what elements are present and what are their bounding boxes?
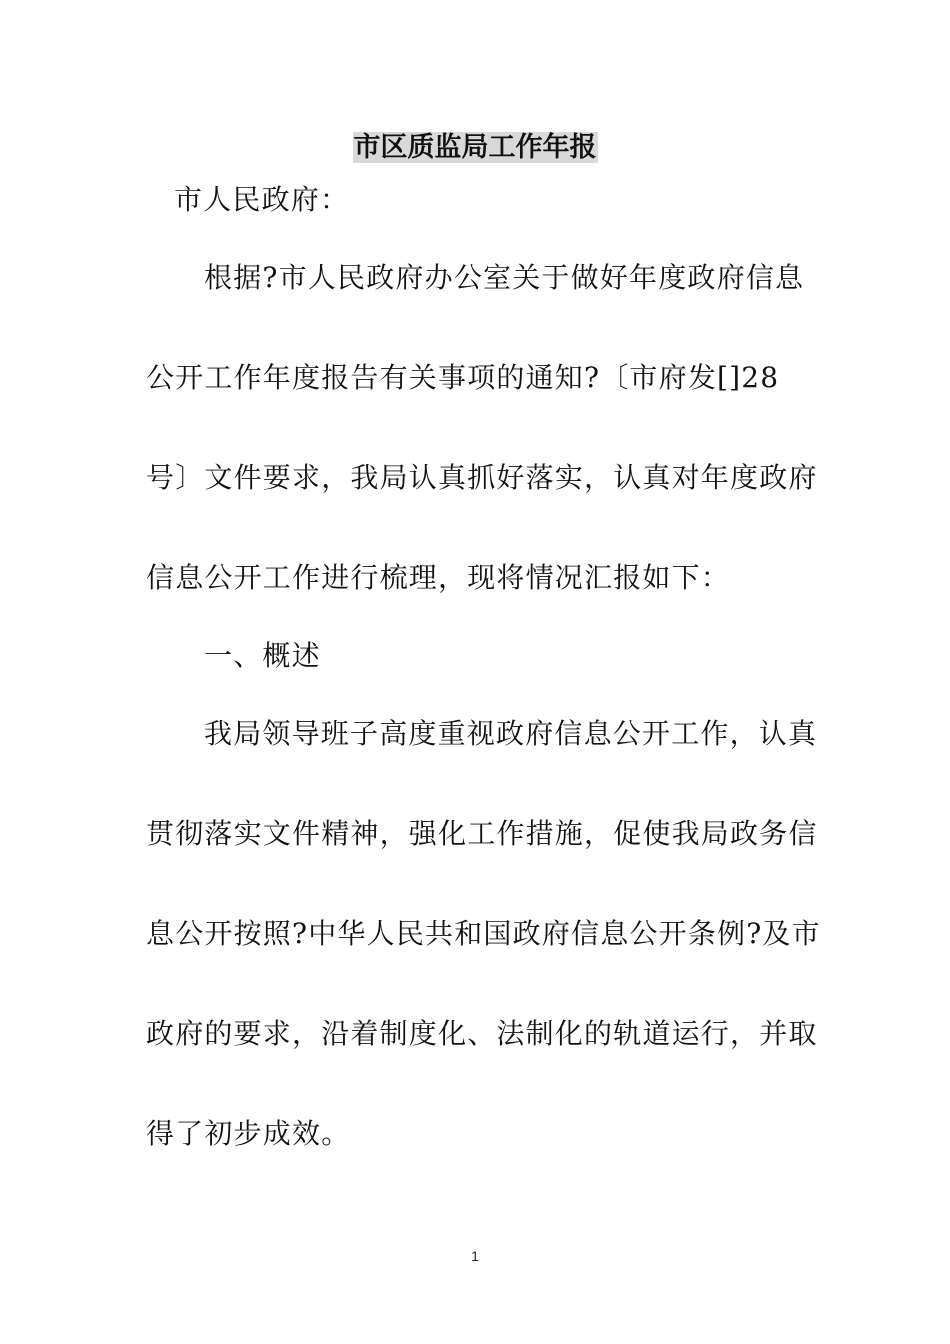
paragraph-line: 政府的要求，沿着制度化、法制化的轨道运行，并取 [146,1017,818,1050]
page-number: 1 [471,1248,479,1264]
paragraph-line: 息公开按照?中华人民共和国政府信息公开条例?及市 [146,917,821,950]
paragraph-line: 根据?市人民政府办公室关于做好年度政府信息 [204,261,805,294]
paragraph-line: 我局领导班子高度重视政府信息公开工作，认真 [204,717,818,750]
paragraph-line: 号〕文件要求，我局认真抓好落实，认真对年度政府 [146,461,818,494]
document-title-text: 市区质监局工作年报 [353,132,597,163]
paragraph-line: 信息公开工作进行梳理，现将情况汇报如下： [146,561,731,594]
document-title [0,130,950,166]
paragraph-line: 贯彻落实文件精神，强化工作措施，促使我局政务信 [146,817,818,850]
paragraph-line: 得了初步成效。 [146,1117,351,1150]
salutation: 市人民政府： [174,183,350,216]
paragraph-line: 公开工作年度报告有关事项的通知?〔市府发[]28 [146,361,780,394]
section-heading: 一、概述 [204,639,321,672]
